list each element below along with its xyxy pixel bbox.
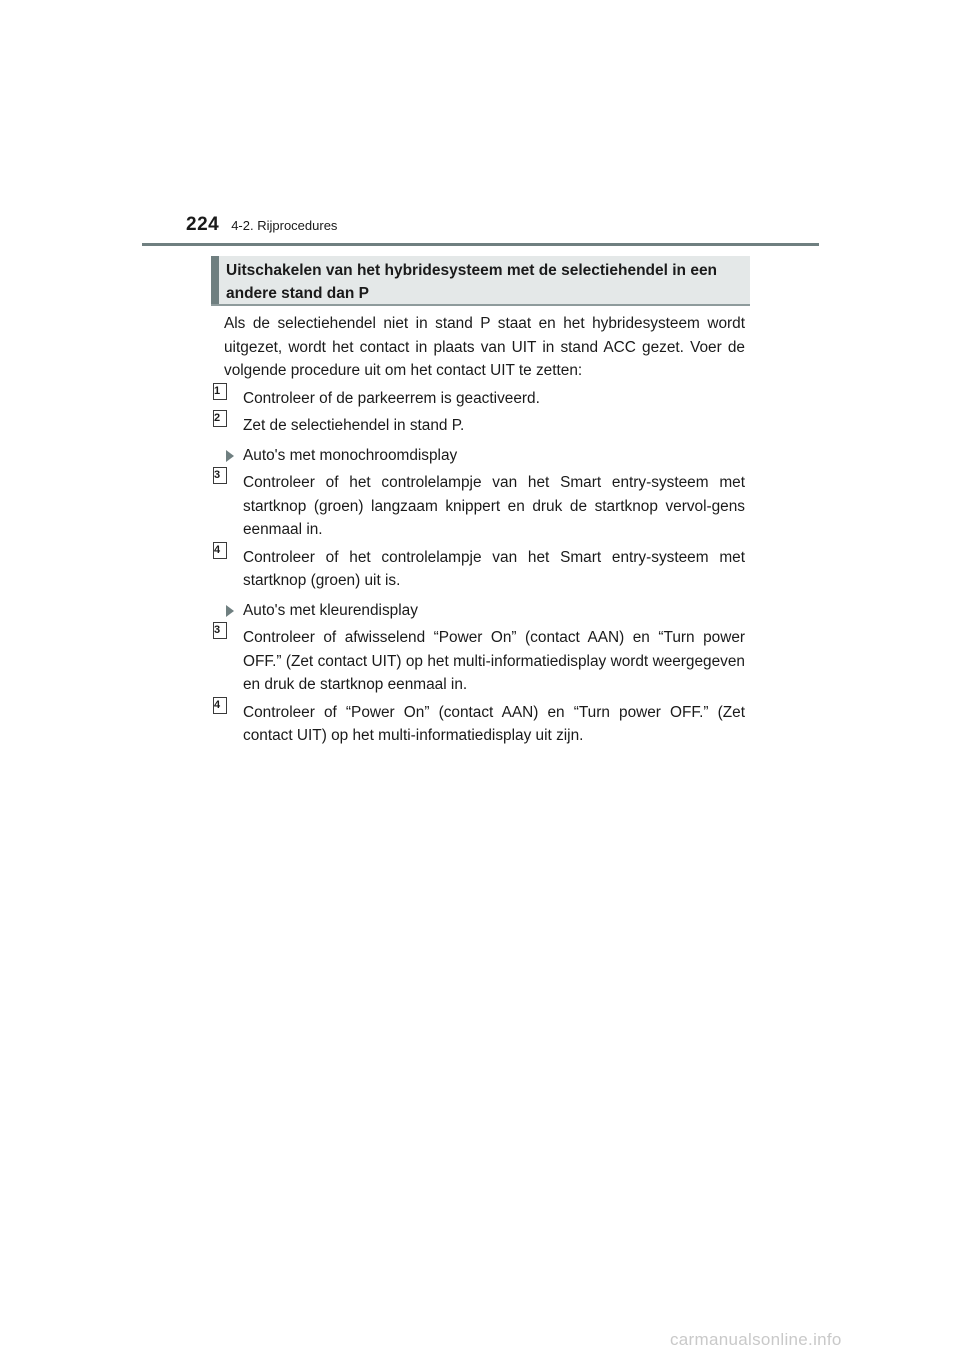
page-number: 224: [186, 214, 220, 235]
section-title: Uitschakelen van het hybridesysteem met de selectiehendel in een andere stand dan P: [226, 262, 718, 302]
chapter-label: 4-2. Rijprocedures: [231, 218, 338, 233]
variant-heading: [224, 599, 745, 623]
step-text: Controleer of het controlelampje van het Smart entry-systeem met startknop (groen) uit is.: [243, 548, 745, 589]
triangle-right-icon: [226, 450, 234, 462]
step-item: [214, 384, 745, 411]
step-item: [214, 543, 745, 593]
step-item: [214, 624, 745, 697]
step-item: [214, 469, 745, 542]
watermark: carmanualsonline.info: [670, 1330, 842, 1349]
step-text: Controleer of de parkeerrem is geactiveerd.: [243, 389, 540, 407]
variant-heading: [224, 444, 745, 468]
intro-paragraph: Als de selectiehendel niet in stand P staat en het hybridesysteem wordt uitgezet, wordt het contact in plaats van UIT in stand ACC gezet. Voer de volgende procedure uit om het contact UIT te zetten:: [224, 315, 745, 379]
variant-label: Auto's met monochroomdisplay: [243, 446, 458, 464]
variant-label: Auto's met kleurendisplay: [243, 601, 418, 619]
step-number-badge: 2: [213, 410, 227, 427]
step-number-badge: 4: [213, 697, 227, 714]
step-item: [214, 412, 745, 438]
page-header: [186, 214, 337, 242]
step-text: Zet de selectiehendel in stand P.: [243, 417, 465, 434]
section-heading: [211, 256, 750, 306]
step-number-badge: 1: [213, 383, 227, 400]
step-text: Controleer of het controlelampje van het Smart entry-systeem met startknop (groen) langzaam knippert en druk de startknop vervol-gens eenmaal in.: [243, 474, 745, 538]
step-text: Controleer of afwisselend “Power On” (contact AAN) en “Turn power OFF.” (Zet contact UIT) op het multi-informatiedisplay wordt weergegeven en druk de startknop eenmaal in.: [243, 629, 745, 693]
step-number-badge: 4: [213, 542, 227, 559]
header-divider: [142, 243, 819, 246]
triangle-right-icon: [226, 605, 234, 617]
main-content: [214, 312, 745, 752]
step-number-badge: 3: [213, 622, 227, 639]
step-text: Controleer of “Power On” (contact AAN) en “Turn power OFF.” (Zet contact UIT) op het multi-informatiedisplay uit zijn.: [243, 703, 745, 744]
step-item: [214, 698, 745, 748]
step-number-badge: 3: [213, 467, 227, 484]
section-accent-bar: [211, 256, 219, 304]
